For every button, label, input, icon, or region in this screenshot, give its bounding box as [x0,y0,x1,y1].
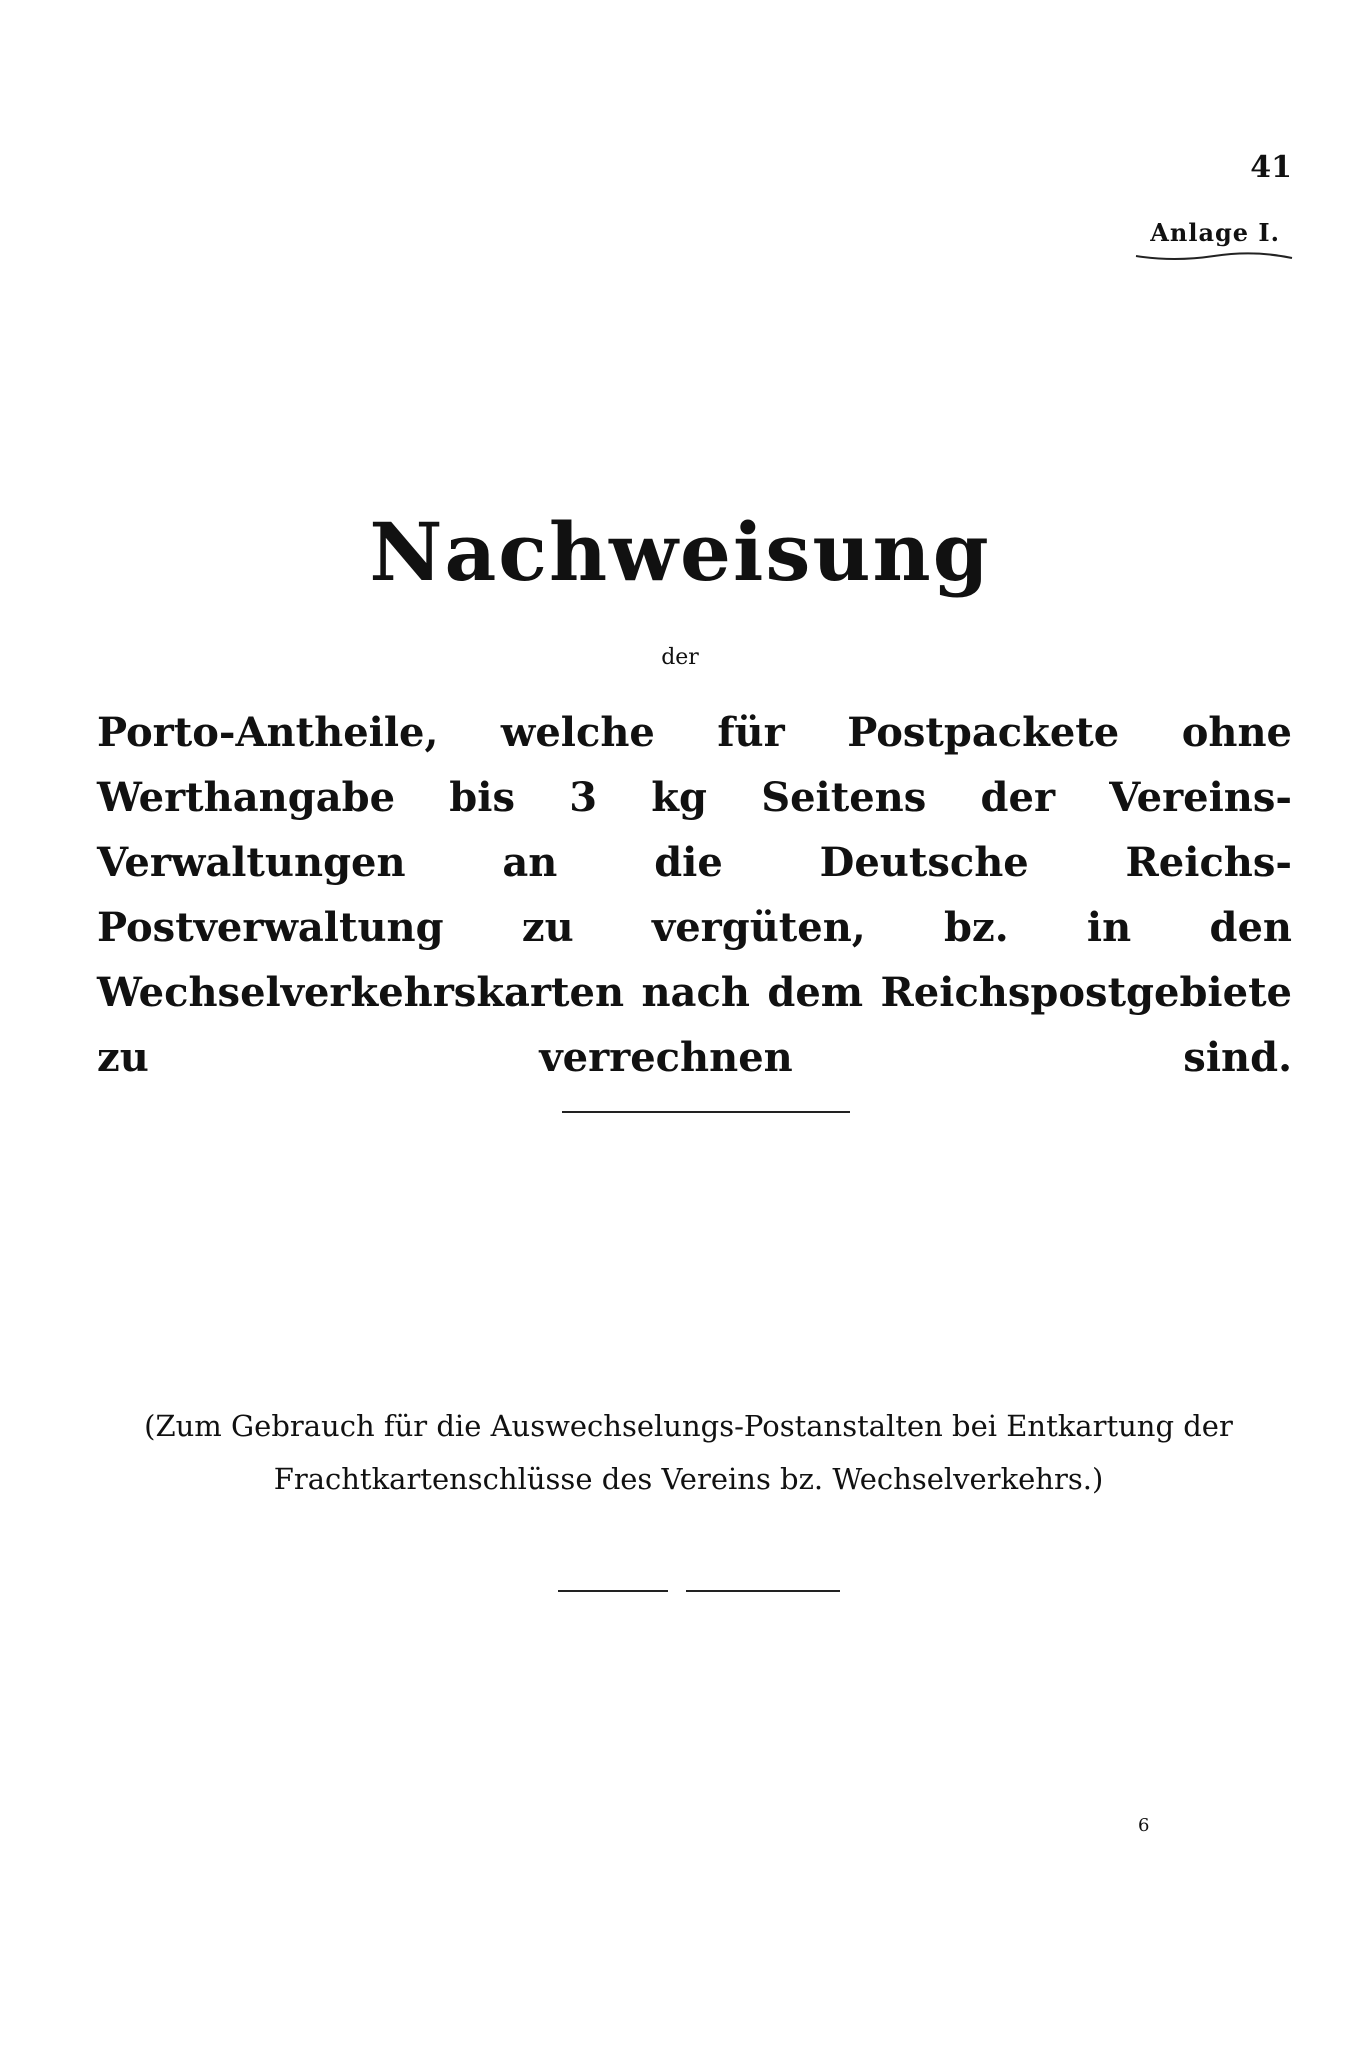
annex-label: Anlage I. [1150,218,1280,247]
section-divider-left [558,1590,668,1592]
main-title: Nachweisung [369,505,991,599]
section-divider-right [686,1590,840,1592]
annex-flourish-ornament [1134,250,1294,264]
usage-note: (Zum Gebrauch für die Auswechselungs-Postanstalten bei Entkartung der Frachtkartenschlüsse des Vereins bz. Wechselverkehrs.) [144,1409,1233,1496]
signature-mark: 6 [1138,1815,1150,1836]
page-number: 41 [1250,150,1292,185]
title-connector: der [661,645,699,670]
description-paragraph: Porto-Antheile, welche für Postpackete ohne Werthangabe bis 3 kg Seitens der Vereins-Verwaltungen an die Deutsche Reichs-Postverwaltung zu vergüten, bz. in den Wechselverkehrskarten nach dem Reichspostgebiete zu verrechnen sind. [97,709,1292,1081]
section-divider [562,1111,850,1113]
